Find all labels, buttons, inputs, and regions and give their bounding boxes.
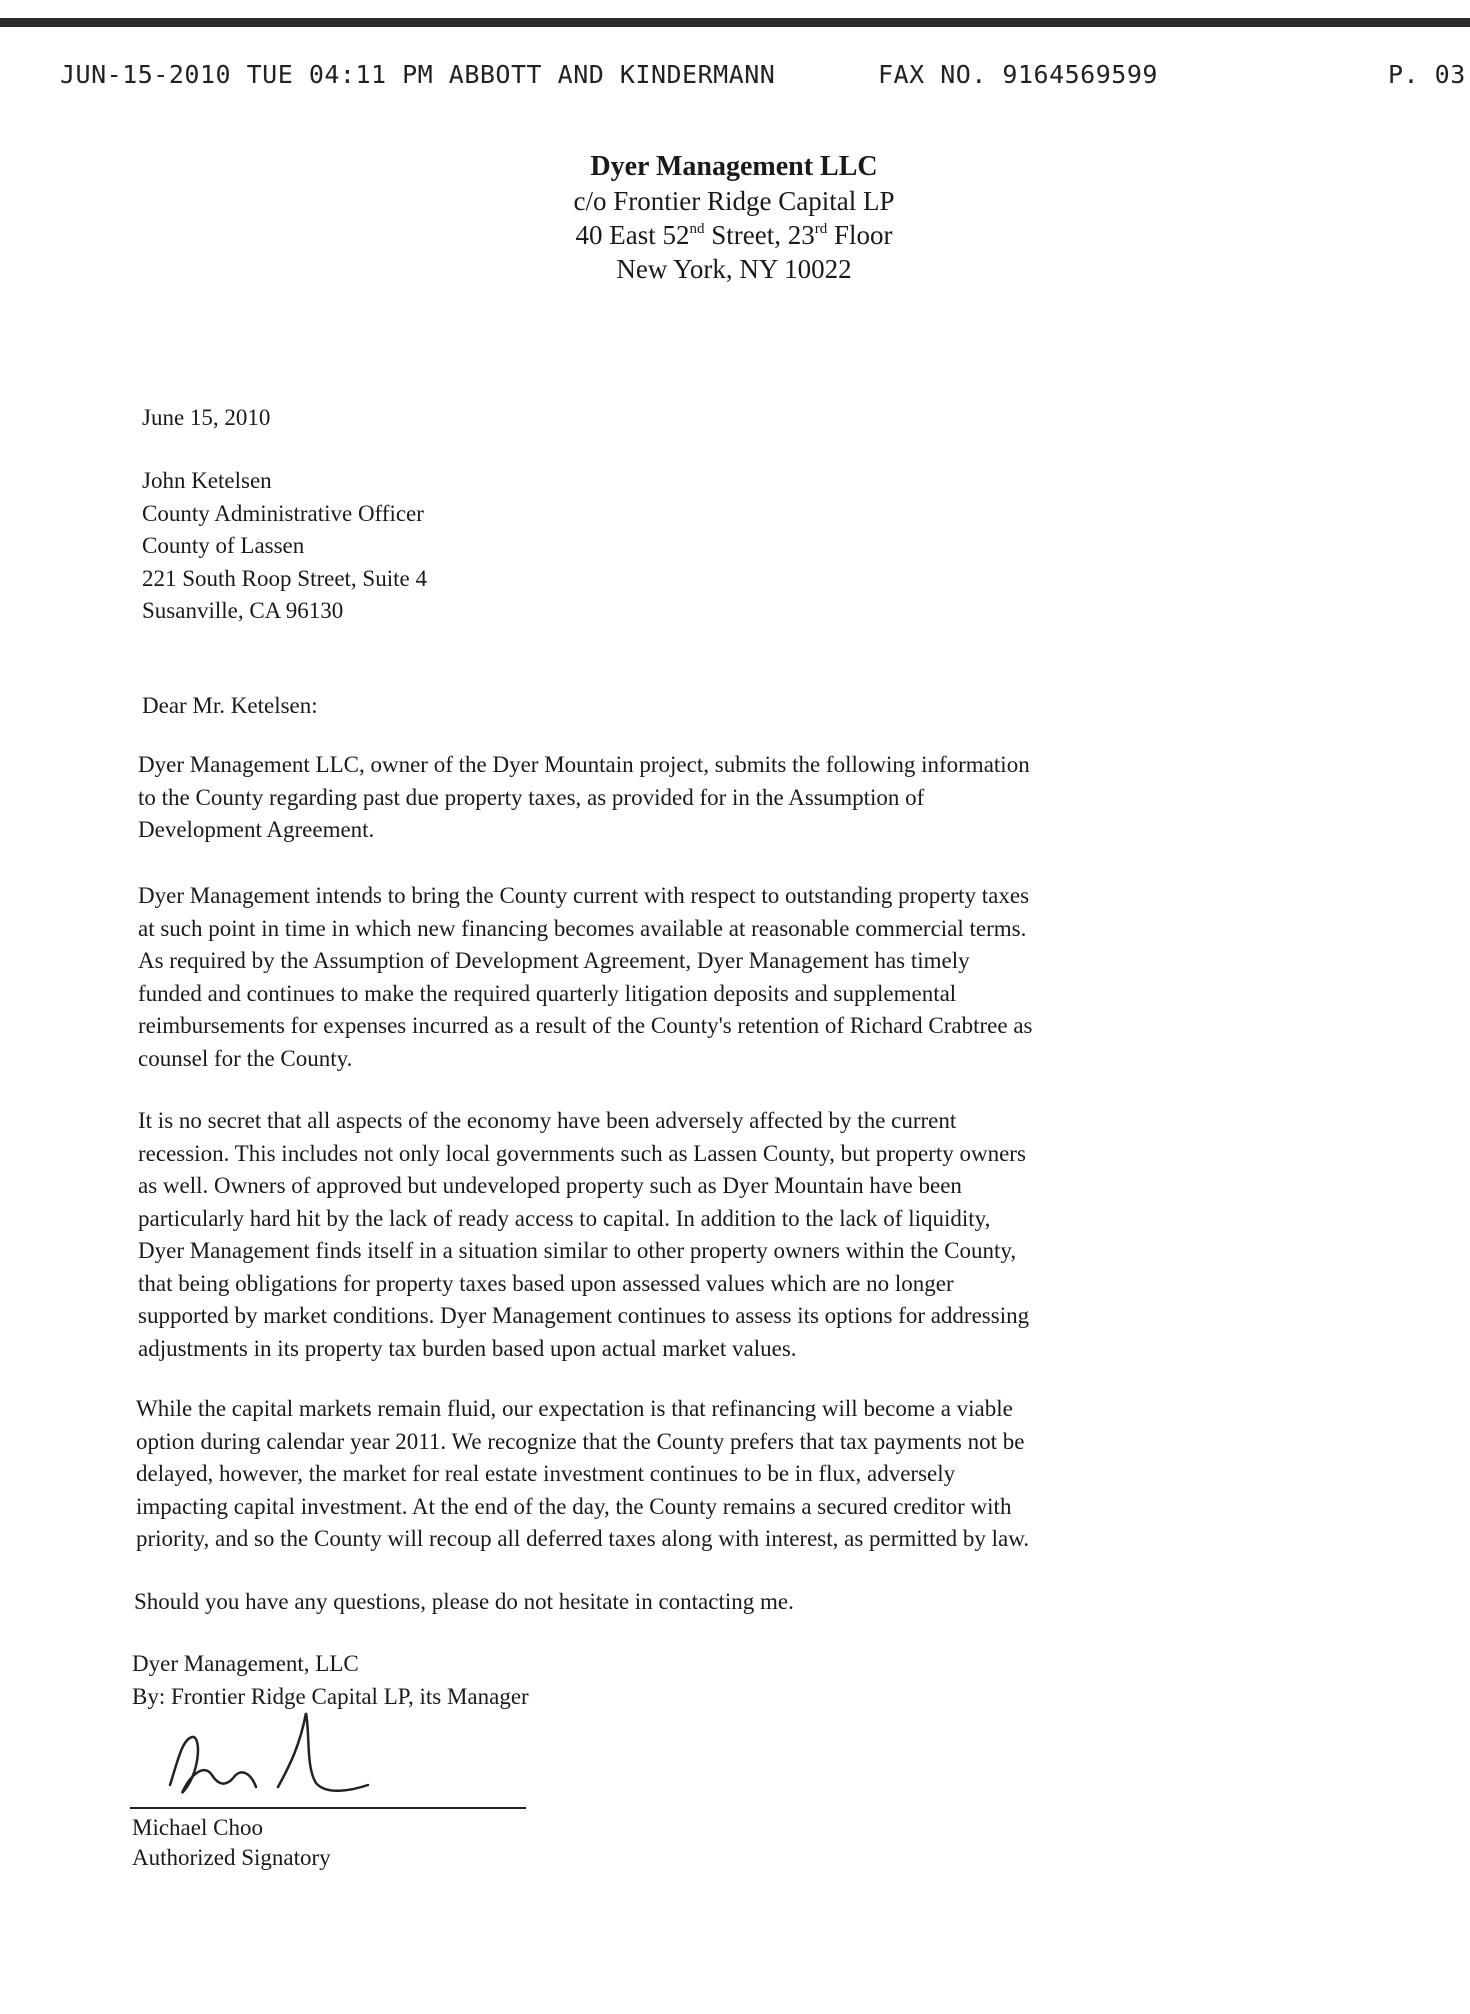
letterhead-care-of: c/o Frontier Ridge Capital LP (573, 186, 895, 216)
text-line: Development Agreement. (138, 817, 375, 842)
text-line: supported by market conditions. Dyer Management continues to assess its options for addressing (138, 1303, 1030, 1328)
letterhead-city: New York, NY 10022 (616, 254, 852, 284)
text-line: particularly hard hit by the lack of ready access to capital. In addition to the lack of liquidity, (138, 1205, 991, 1231)
sender-block (132, 1648, 529, 1713)
sender-company: Dyer Management, LLC (132, 1651, 359, 1676)
recipient-title: County Administrative Officer (142, 500, 424, 526)
signature (130, 1705, 530, 1815)
fax-number: FAX NO. 9164569599 (878, 60, 1158, 89)
text-line: option during calendar year 2011. We recognize that the County prefers that tax payments not be (136, 1428, 1025, 1454)
fax-header (0, 60, 1470, 100)
paragraph-3 (138, 1105, 1029, 1365)
signer-block (132, 1813, 331, 1873)
fax-page-number: P. 03 (1388, 60, 1466, 89)
fax-transmission-info: JUN-15-2010 TUE 04:11 PM ABBOTT AND KINDERMANN (60, 60, 776, 89)
text-line: reimbursements for expenses incurred as a result of the County's retention of Richard Crabtree as (138, 1013, 1033, 1038)
fax-top-rule (0, 18, 1470, 27)
text-line: funded and continues to make the required quarterly litigation deposits and supplemental (138, 980, 957, 1006)
text-line: impacting capital investment. At the end of the day, the County remains a secured creditor with (136, 1493, 1012, 1519)
text-line: Dyer Management finds itself in a situation similar to other property owners within the County, (138, 1238, 1017, 1263)
signature-stroke-2 (278, 1713, 368, 1791)
signature-stroke-1 (170, 1737, 256, 1793)
paragraph-2 (138, 880, 1032, 1075)
letterhead (434, 150, 1034, 286)
signature-drawing (130, 1705, 530, 1815)
closing-line: Should you have any questions, please do not hesitate in contacting me. (134, 1589, 794, 1614)
letterhead-street: 40 East 52nd Street, 23rd Floor (575, 220, 893, 250)
recipient-address (142, 465, 427, 628)
paragraph-1 (138, 749, 1030, 847)
signer-name: Michael Choo (132, 1815, 263, 1840)
text-line: It is no secret that all aspects of the economy have been adversely affected by the current (138, 1108, 957, 1133)
text-line: delayed, however, the market for real estate investment continues to be in flux, adversely (136, 1461, 956, 1486)
text-line: priority, and so the County will recoup all deferred taxes along with interest, as permitted by law. (136, 1526, 1030, 1551)
paragraph-4 (136, 1393, 1029, 1556)
text-line: at such point in time in which new financing becomes available at reasonable commercial terms. (138, 915, 1027, 941)
text-line: adjustments in its property tax burden based upon actual market values. (138, 1335, 797, 1361)
text-line: While the capital markets remain fluid, our expectation is that refinancing will become a viable (136, 1396, 1013, 1421)
text-line: counsel for the County. (138, 1045, 353, 1071)
letterhead-company: Dyer Management LLC (590, 151, 878, 182)
text-line: Dyer Management LLC, owner of the Dyer Mountain project, submits the following information (138, 752, 1030, 777)
text-line: that being obligations for property taxes based upon assessed values which are no longer (138, 1270, 954, 1296)
text-line: As required by the Assumption of Development Agreement, Dyer Management has timely (138, 948, 970, 973)
recipient-street: 221 South Roop Street, Suite 4 (142, 565, 427, 591)
signer-title: Authorized Signatory (132, 1845, 331, 1870)
text-line: as well. Owners of approved but undeveloped property such as Dyer Mountain have been (138, 1173, 962, 1198)
salutation: Dear Mr. Ketelsen: (142, 693, 318, 718)
text-line: Dyer Management intends to bring the County current with respect to outstanding property taxes (138, 883, 1030, 908)
letter-date: June 15, 2010 (142, 405, 271, 430)
recipient-city: Susanville, CA 96130 (142, 598, 344, 623)
sender-by-line: By: Frontier Ridge Capital LP, its Manager (132, 1683, 529, 1709)
recipient-name: John Ketelsen (142, 468, 272, 493)
text-line: recession. This includes not only local governments such as Lassen County, but property owners (138, 1140, 1026, 1166)
recipient-organization: County of Lassen (142, 533, 305, 558)
text-line: to the County regarding past due property taxes, as provided for in the Assumption of (138, 784, 925, 810)
